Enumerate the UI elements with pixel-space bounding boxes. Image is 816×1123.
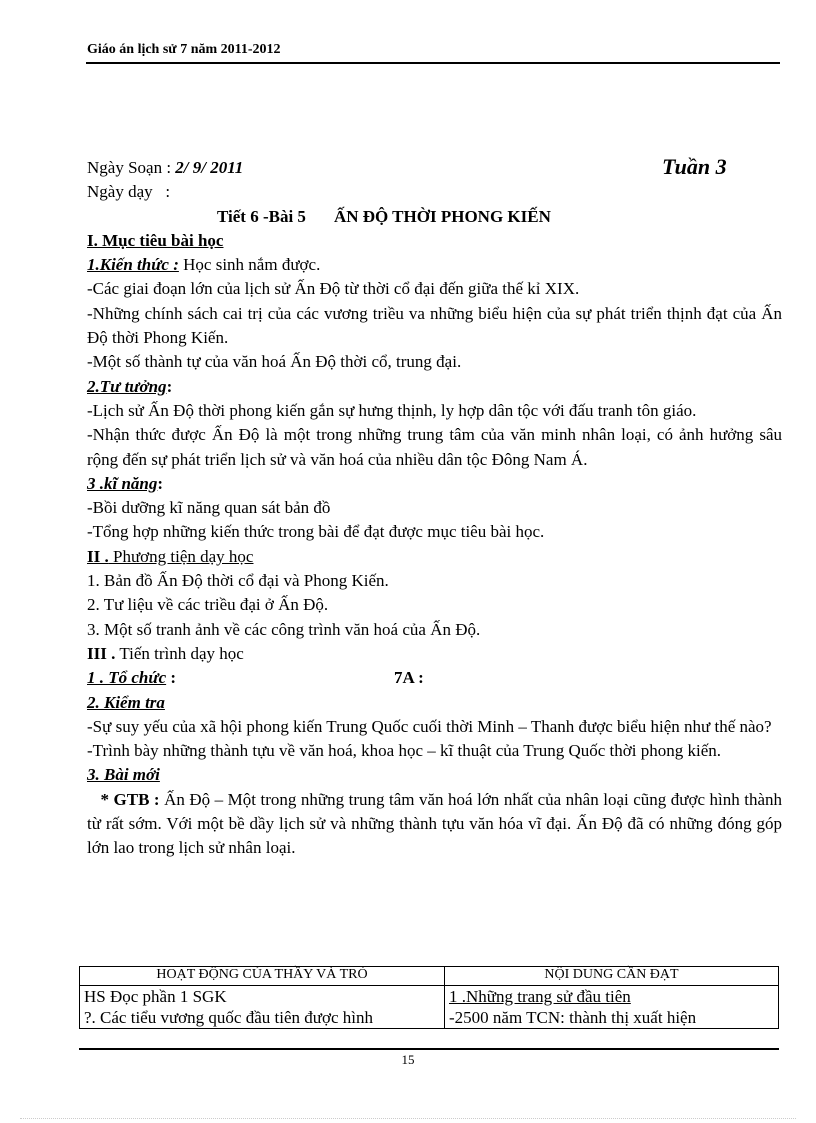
knowledge-intro: Học sinh nắm được. (183, 255, 321, 275)
header-rule (86, 62, 780, 64)
table-header-content: NỘI DUNG CẦN ĐẠT (445, 967, 779, 986)
procedure-heading-num: III . (87, 643, 116, 663)
class-label: 7A : (394, 668, 424, 688)
activity-line: HS Đọc phần 1 SGK (84, 987, 227, 1006)
activity-line: ?. Các tiểu vương quốc đầu tiên được hình (84, 1008, 373, 1027)
materials-heading-num: II . (87, 546, 109, 566)
organization-row (87, 666, 782, 690)
procedure-heading-text: Tiến trình dạy học (119, 643, 244, 663)
lesson-content (87, 156, 782, 861)
gtb-text: Ấn Độ – Một trong những trung tâm văn hoá lớn nhất của nhân loại cũng được hình thành từ rất sớm. Với một bề dầy lịch sử và những thành tựu văn hóa vĩ đại. Ấn Độ đã có những đóng góp lớn lao trong lịch sử nhân loại. (87, 789, 783, 858)
week-label: Tuần 3 (662, 154, 727, 179)
check-heading: 2. Kiểm tra (87, 692, 165, 712)
compose-date-label: Ngày Soạn : (87, 158, 172, 177)
gtb-label: * GTB : (100, 789, 160, 809)
page-number: 15 (401, 1052, 415, 1067)
skill-heading-row: 3 .kĩ năng: (87, 473, 164, 493)
content-heading: 1 .Những trang sử đầu tiên (449, 987, 631, 1006)
lesson-number: Tiết 6 -Bài 5 (217, 206, 306, 226)
lesson-name: ẤN ĐỘ THỜI PHONG KIẾN (333, 206, 551, 226)
materials-item: 2. Tư liệu về các triều đại ở Ấn Độ. (87, 595, 329, 615)
activity-cell (80, 986, 445, 1029)
compose-date-row (87, 156, 782, 180)
table-header-activity: HOẠT ĐỘNG CỦA THẦY VÀ TRÒ (80, 967, 445, 986)
content-cell (445, 986, 779, 1029)
organization-colon: : (170, 668, 177, 688)
thought-heading-row: 2.Tư tưởng: (87, 376, 173, 396)
materials-item: 1. Bản đồ Ấn Độ thời cổ đại và Phong Kiến. (87, 571, 389, 591)
materials-heading-text: Phương tiện dạy học (112, 546, 254, 566)
knowledge-heading: 1.Kiến thức : (87, 255, 179, 275)
objectives-heading: I. Mục tiêu bài học (87, 230, 224, 250)
knowledge-item: -Một số thành tự của văn hoá Ấn Độ thời cổ, trung đại. (87, 352, 462, 372)
knowledge-row (87, 253, 782, 277)
check-question: -Trình bày những thành tựu về văn hoá, khoa học – kĩ thuật của Trung Quốc thời phong kiến. (87, 741, 721, 761)
thought-item: -Nhận thức được Ấn Độ là một trong những trung tâm của văn minh nhân loại, có ảnh hưởng sâu rộng đến sự phát triển lịch sử và văn hoá của nhiều dân tộc Đông Nam Á. (87, 425, 782, 469)
skill-item: -Bồi dưỡng kĩ năng quan sát bản đồ (87, 498, 331, 518)
document-header: Giáo án lịch sử 7 năm 2011-2012 (87, 42, 281, 57)
knowledge-item: -Những chính sách cai trị của các vương triều va những biểu hiện của sự phát triển thịnh đạt của Ấn Độ thời Phong Kiến. (87, 303, 782, 348)
introduction-paragraph (87, 788, 782, 861)
skill-item: -Tổng hợp những kiến thức trong bài để đạt được mục tiêu bài học. (87, 522, 545, 542)
new-lesson-heading: 3. Bài mới (87, 765, 160, 785)
procedure-heading (87, 642, 782, 666)
materials-heading (87, 545, 782, 569)
organization-heading: 1 . Tổ chức (87, 668, 167, 688)
compose-date-value: 2/ 9/ 2011 (175, 158, 244, 177)
page-break-line (20, 1118, 796, 1119)
lesson-title (87, 205, 782, 229)
teach-date-row: Ngày dạy : (87, 182, 171, 202)
footer-rule (79, 1048, 779, 1050)
table-header-row (80, 967, 779, 986)
check-question: -Sự suy yếu của xã hội phong kiến Trung Quốc cuối thời Minh – Thanh được biểu hiện như thế nào? (87, 716, 772, 736)
skill-heading: 3 .kĩ năng (87, 473, 158, 493)
knowledge-item: -Các giai đoạn lớn của lịch sử Ấn Độ từ thời cổ đại đến giữa thế kỉ XIX. (87, 279, 580, 299)
lesson-plan-table (79, 966, 779, 1029)
materials-item: 3. Một số tranh ảnh về các công trình văn hoá của Ấn Độ. (87, 619, 481, 639)
table-row (80, 986, 779, 1029)
thought-heading: 2.Tư tưởng (87, 376, 167, 396)
thought-item: -Lịch sử Ấn Độ thời phong kiến gắn sự hưng thịnh, ly hợp dân tộc với đấu tranh tôn giáo. (87, 400, 697, 420)
content-line: -2500 năm TCN: thành thị xuất hiện (449, 1008, 697, 1027)
